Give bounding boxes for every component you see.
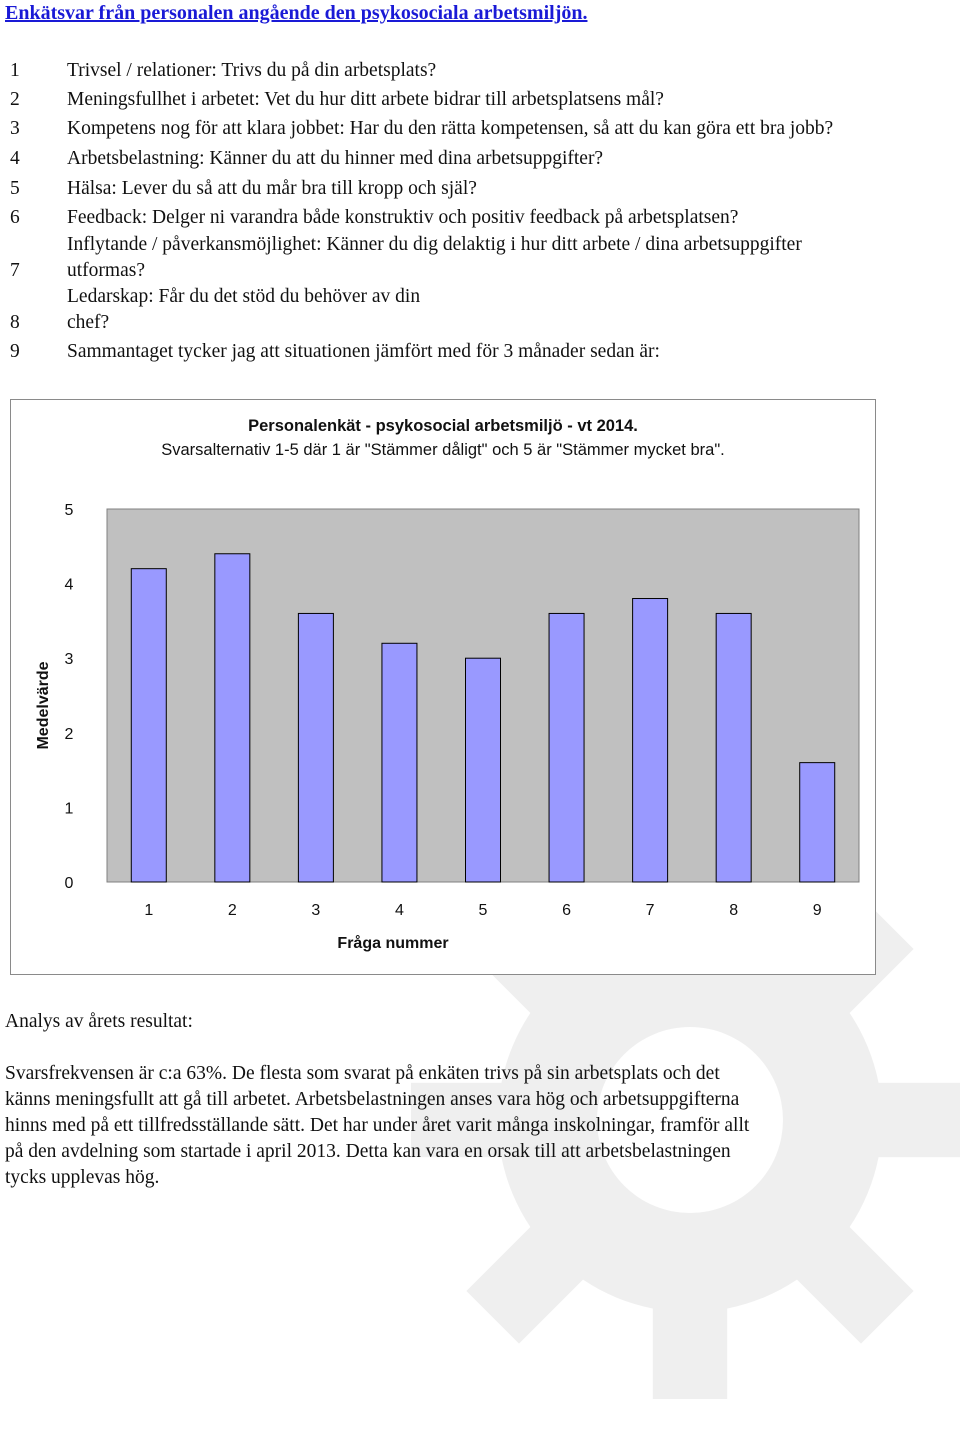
question-text: Meningsfullhet i arbetet: Vet du hur ditt arbete bidrar till arbetsplatsens mål? <box>67 89 664 110</box>
y-tick-label: 5 <box>64 502 74 519</box>
y-tick-label: 2 <box>64 725 74 743</box>
question-text-line2: chef? <box>67 312 110 333</box>
question-text: Trivsel / relationer: Trivs du på din arbetsplats? <box>67 60 437 81</box>
question-number: 2 <box>10 89 20 110</box>
x-tick-label: 7 <box>645 902 655 919</box>
y-tick-label: 0 <box>64 875 74 892</box>
x-tick-label: 5 <box>478 902 488 919</box>
x-tick-label: 1 <box>144 902 154 919</box>
x-tick-label: 4 <box>394 902 404 919</box>
question-text: Hälsa: Lever du så att du mår bra till kropp och själ? <box>67 178 477 199</box>
bar <box>633 599 668 882</box>
x-axis-label: Fråga nummer <box>337 935 449 952</box>
question-text: Sammantaget tycker jag att situationen jämfört med för 3 månader sedan är: <box>67 341 660 362</box>
question-number: 8 <box>10 312 20 333</box>
analysis-line: tycks upplevas hög. <box>5 1167 160 1188</box>
bar <box>298 613 333 882</box>
bar <box>716 613 751 882</box>
question-number: 9 <box>10 341 20 362</box>
bar <box>466 658 501 882</box>
analysis-heading: Analys av årets resultat: <box>5 1011 193 1032</box>
bar <box>549 613 584 882</box>
question-number: 6 <box>10 207 20 228</box>
question-text-line1: Ledarskap: Får du det stöd du behöver av din <box>67 286 421 307</box>
x-tick-label: 2 <box>227 902 237 919</box>
y-tick-label: 4 <box>64 576 74 594</box>
bar <box>215 554 250 882</box>
bar <box>382 643 417 882</box>
document-heading: Enkätsvar från personalen angående den psykosociala arbetsmiljön. <box>5 2 588 24</box>
analysis-line: Svarsfrekvensen är c:a 63%. De flesta som svarat på enkäten trivs på sin arbetsplats och det <box>5 1063 720 1084</box>
chart-frame <box>10 399 876 975</box>
question-number: 5 <box>10 178 20 199</box>
bar-chart <box>11 400 875 974</box>
x-tick-label: 8 <box>729 902 739 919</box>
y-tick-label: 3 <box>64 651 74 669</box>
x-tick-label: 6 <box>562 902 572 919</box>
question-text: Arbetsbelastning: Känner du att du hinner med dina arbetsuppgifter? <box>67 148 604 169</box>
analysis-line: känns meningsfullt att gå till arbetet. Arbetsbelastningen anses vara hög och arbetsuppgifterna <box>5 1089 740 1110</box>
bar <box>131 569 166 882</box>
x-tick-label: 3 <box>311 902 321 919</box>
question-text-line1: Inflytande / påverkansmöjlighet: Känner du dig delaktig i hur ditt arbete / dina arbetsuppgifter <box>67 234 802 255</box>
question-number: 1 <box>10 60 20 81</box>
question-number: 4 <box>10 148 20 169</box>
chart-subtitle: Svarsalternativ 1-5 där 1 är "Stämmer dåligt" och 5 är "Stämmer mycket bra". <box>161 441 725 459</box>
x-tick-label: 9 <box>812 902 822 919</box>
question-number: 7 <box>10 260 20 281</box>
question-number: 3 <box>10 118 20 139</box>
question-text: Feedback: Delger ni varandra både konstruktiv och positiv feedback på arbetsplatsen? <box>67 207 739 228</box>
y-axis-label: Medelvärde <box>35 661 52 750</box>
analysis-line: på den avdelning som startade i april 2013. Detta kan vara en orsak till att arbetsbelastningen <box>5 1141 731 1162</box>
bar <box>800 763 835 882</box>
question-text: Kompetens nog för att klara jobbet: Har du den rätta kompetensen, så att du kan göra ett bra jobb? <box>67 118 834 139</box>
question-text-line2: utformas? <box>67 260 145 281</box>
y-tick-label: 1 <box>64 800 74 818</box>
chart-title: Personalenkät - psykosocial arbetsmiljö - vt 2014. <box>248 417 638 435</box>
analysis-line: hinns med på ett tillfredsställande sätt. Det har under året varit många inskolningar, framför allt <box>5 1115 750 1136</box>
